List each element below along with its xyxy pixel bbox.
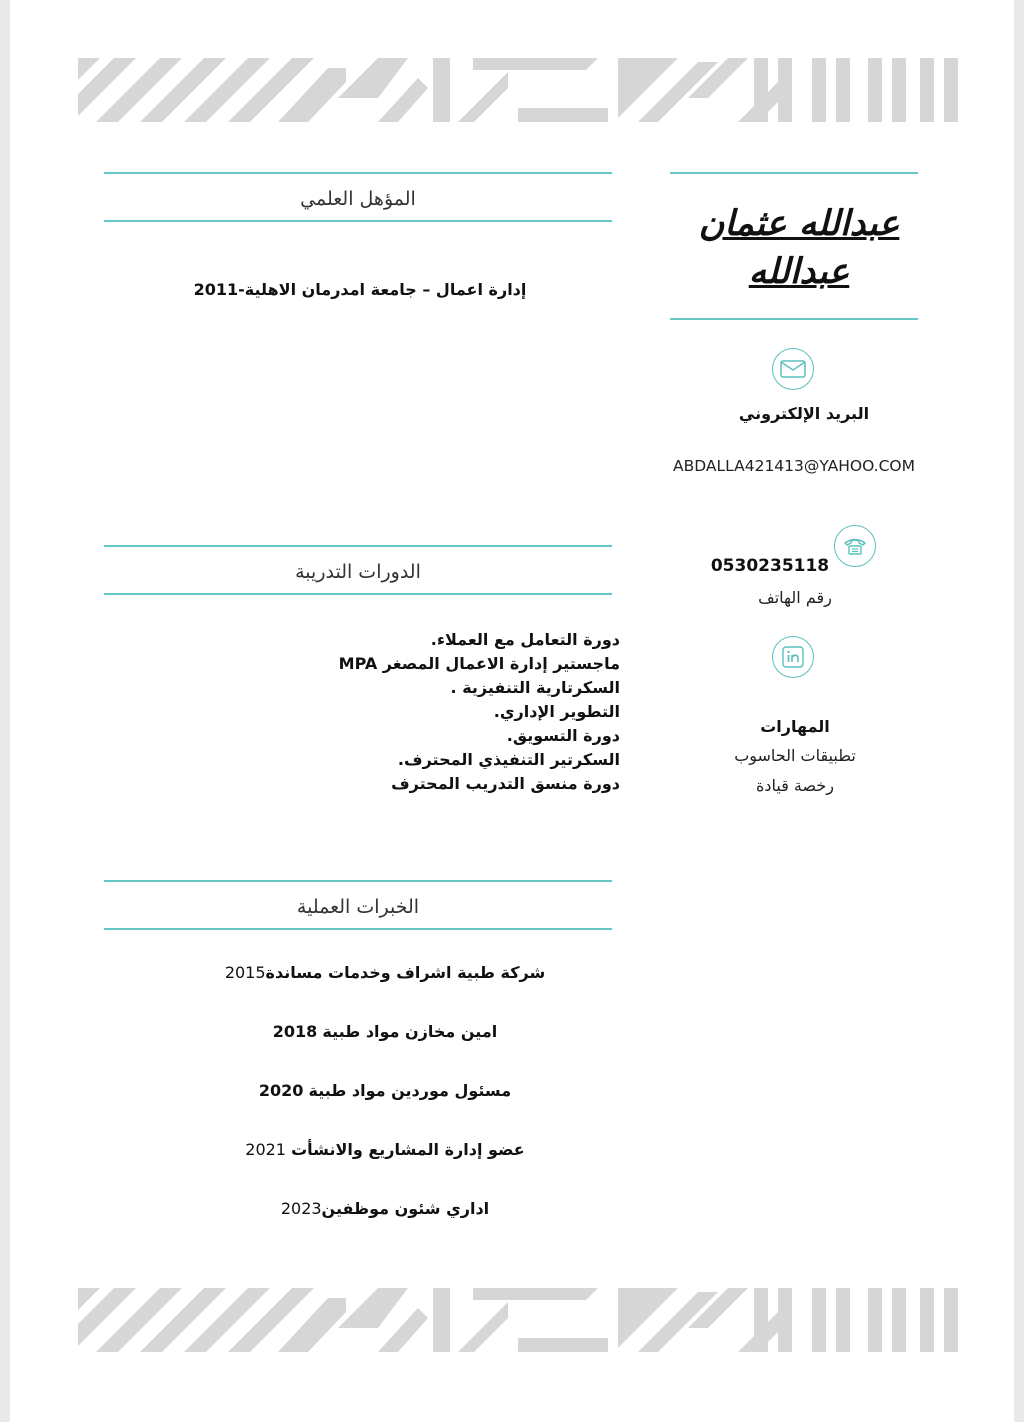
- experience-year: 2023: [280, 1199, 322, 1218]
- education-title: المؤهل العلمي: [300, 188, 416, 210]
- course-item: دورة التعامل مع العملاء.: [430, 630, 620, 649]
- course-item: السكرتارية التنفيزية .: [450, 678, 620, 697]
- education-top-rule: [104, 172, 612, 174]
- linkedin-icon[interactable]: [772, 636, 814, 678]
- experience-year: 2018: [272, 1022, 318, 1041]
- courses-top-rule: [104, 545, 612, 547]
- email-value[interactable]: ABDALLA421413@YAHOO.COM: [672, 457, 916, 475]
- name-top-rule: [670, 172, 918, 174]
- education-bottom-rule: [104, 220, 612, 222]
- candidate-name: عبدالله عثمان عبدالله: [698, 204, 900, 292]
- email-label: البريد الإلكتروني: [738, 404, 870, 423]
- name-bottom-rule: [670, 318, 918, 320]
- experience-role: شركة طبية اشراف وخدمات مساندة: [265, 963, 546, 982]
- courses-list: [260, 628, 620, 796]
- experience-item: [160, 1081, 610, 1100]
- experience-item: [160, 1140, 610, 1159]
- bottom-decorative-band: [78, 1288, 962, 1352]
- course-item: السكرتير التنفيذي المحترف.: [397, 750, 620, 769]
- experience-title: الخبرات العملية: [296, 896, 420, 918]
- experience-year: 2020: [258, 1081, 304, 1100]
- experience-role: مسئول موردين مواد طبية: [308, 1081, 512, 1100]
- experience-year: 2021: [245, 1140, 286, 1159]
- experience-item: [160, 963, 610, 982]
- course-item: التطوير الإداري.: [493, 702, 620, 721]
- skills-title: المهارات: [760, 717, 830, 736]
- experience-top-rule: [104, 880, 612, 882]
- skill-item: رخصة قيادة: [755, 776, 834, 795]
- education-entry: إدارة اعمال – جامعة امدرمان الاهلية-2011: [193, 280, 527, 299]
- course-item: ماجستير إدارة الاعمال المصغر MPA: [338, 654, 620, 673]
- experience-role: امين مخازن مواد طبية: [322, 1022, 498, 1041]
- resume-page: [10, 0, 1014, 1422]
- courses-title: الدورات التدريبة: [295, 561, 421, 583]
- experience-item: [160, 1022, 610, 1041]
- envelope-icon: [772, 348, 814, 390]
- courses-bottom-rule: [104, 593, 612, 595]
- phone-value[interactable]: 0530235118: [710, 556, 830, 576]
- telephone-icon: [834, 525, 876, 567]
- top-decorative-band: [78, 58, 962, 122]
- course-item: دورة منسق التدريب المحترف: [391, 774, 620, 793]
- experience-year: 2015: [224, 963, 266, 982]
- phone-label: رقم الهاتف: [758, 588, 832, 607]
- experience-item: [160, 1199, 610, 1218]
- experience-role: اداري شئون موظفين: [321, 1199, 490, 1218]
- course-item: دورة التسويق.: [506, 726, 620, 745]
- skill-item: تطبيقات الحاسوب: [734, 746, 856, 765]
- experience-role: عضو إدارة المشاريع والانشأت: [291, 1140, 525, 1159]
- experience-bottom-rule: [104, 928, 612, 930]
